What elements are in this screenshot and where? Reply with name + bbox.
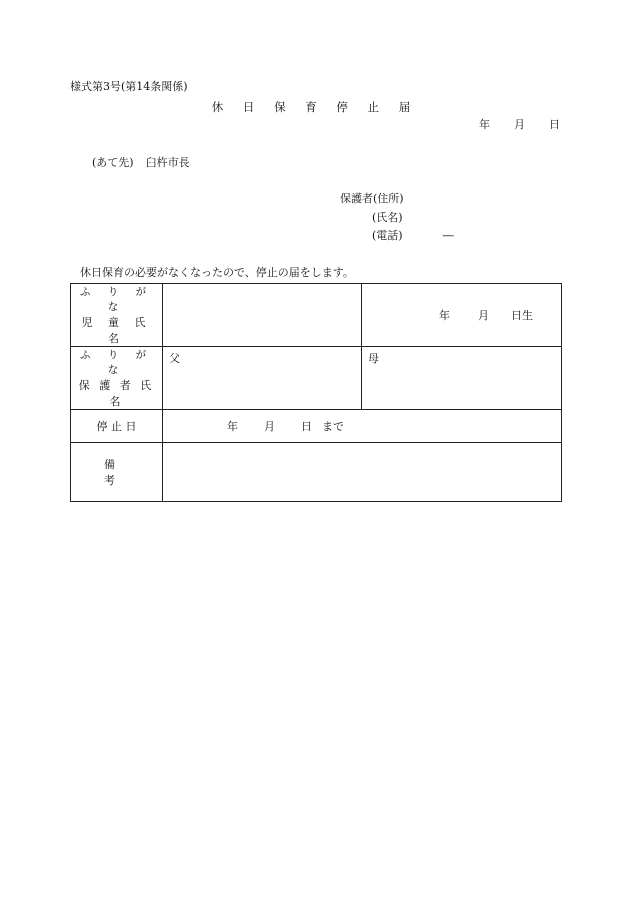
date-day: 日 <box>549 118 560 131</box>
form-table <box>70 283 562 502</box>
child-row <box>71 284 562 347</box>
addressee-name: 臼杵市長 <box>145 156 190 169</box>
remarks-row <box>71 443 562 502</box>
child-furigana-label: ふ り が な <box>79 286 154 313</box>
father-label: 父 <box>169 352 180 365</box>
phone-dash: ― <box>442 229 454 242</box>
stop-date-row <box>71 410 562 443</box>
guardian-name-label: (氏名) <box>372 211 403 224</box>
stop-date-label: 停 止 日 <box>71 410 163 443</box>
birth-day: 日生 <box>511 309 533 322</box>
child-name-label: 児 童 氏 名 <box>81 316 152 345</box>
parent-furigana-label: ふ り が な <box>79 349 154 376</box>
father-name-input[interactable] <box>163 347 362 410</box>
remarks-label: 備 考 <box>71 443 163 502</box>
date-month: 月 <box>514 118 525 131</box>
remarks-input[interactable] <box>163 443 562 502</box>
birth-year: 年 <box>439 309 450 322</box>
date-year: 年 <box>479 118 490 131</box>
guardian-phone <box>372 229 454 243</box>
parent-row <box>71 347 562 410</box>
child-birthdate-field[interactable] <box>362 284 562 347</box>
addressee-prefix: (あて先) <box>92 156 134 169</box>
stop-day: 日 <box>301 420 312 433</box>
stop-date-field[interactable] <box>163 410 562 443</box>
submission-date <box>479 118 560 132</box>
document-title: 休 日 保 育 停 止 届 <box>211 100 419 114</box>
birth-month: 月 <box>478 309 489 322</box>
stop-until: まで <box>322 420 344 433</box>
stop-month: 月 <box>264 420 275 433</box>
guardian-phone-label: (電話) <box>372 229 403 242</box>
form-number: 様式第3号(第14条関係) <box>70 80 188 93</box>
mother-label: 母 <box>368 352 379 365</box>
child-name-input[interactable] <box>163 284 362 347</box>
mother-name-input[interactable] <box>362 347 562 410</box>
addressee <box>92 156 190 170</box>
statement-text: 休日保育の必要がなくなったので、停止の届をします。 <box>80 266 354 279</box>
guardian-address-label: 保護者(住所) <box>340 192 404 205</box>
parent-label-cell <box>71 347 163 410</box>
stop-year: 年 <box>227 420 238 433</box>
parent-name-label: 保 護 者 氏 名 <box>78 379 155 408</box>
child-label-cell <box>71 284 163 347</box>
